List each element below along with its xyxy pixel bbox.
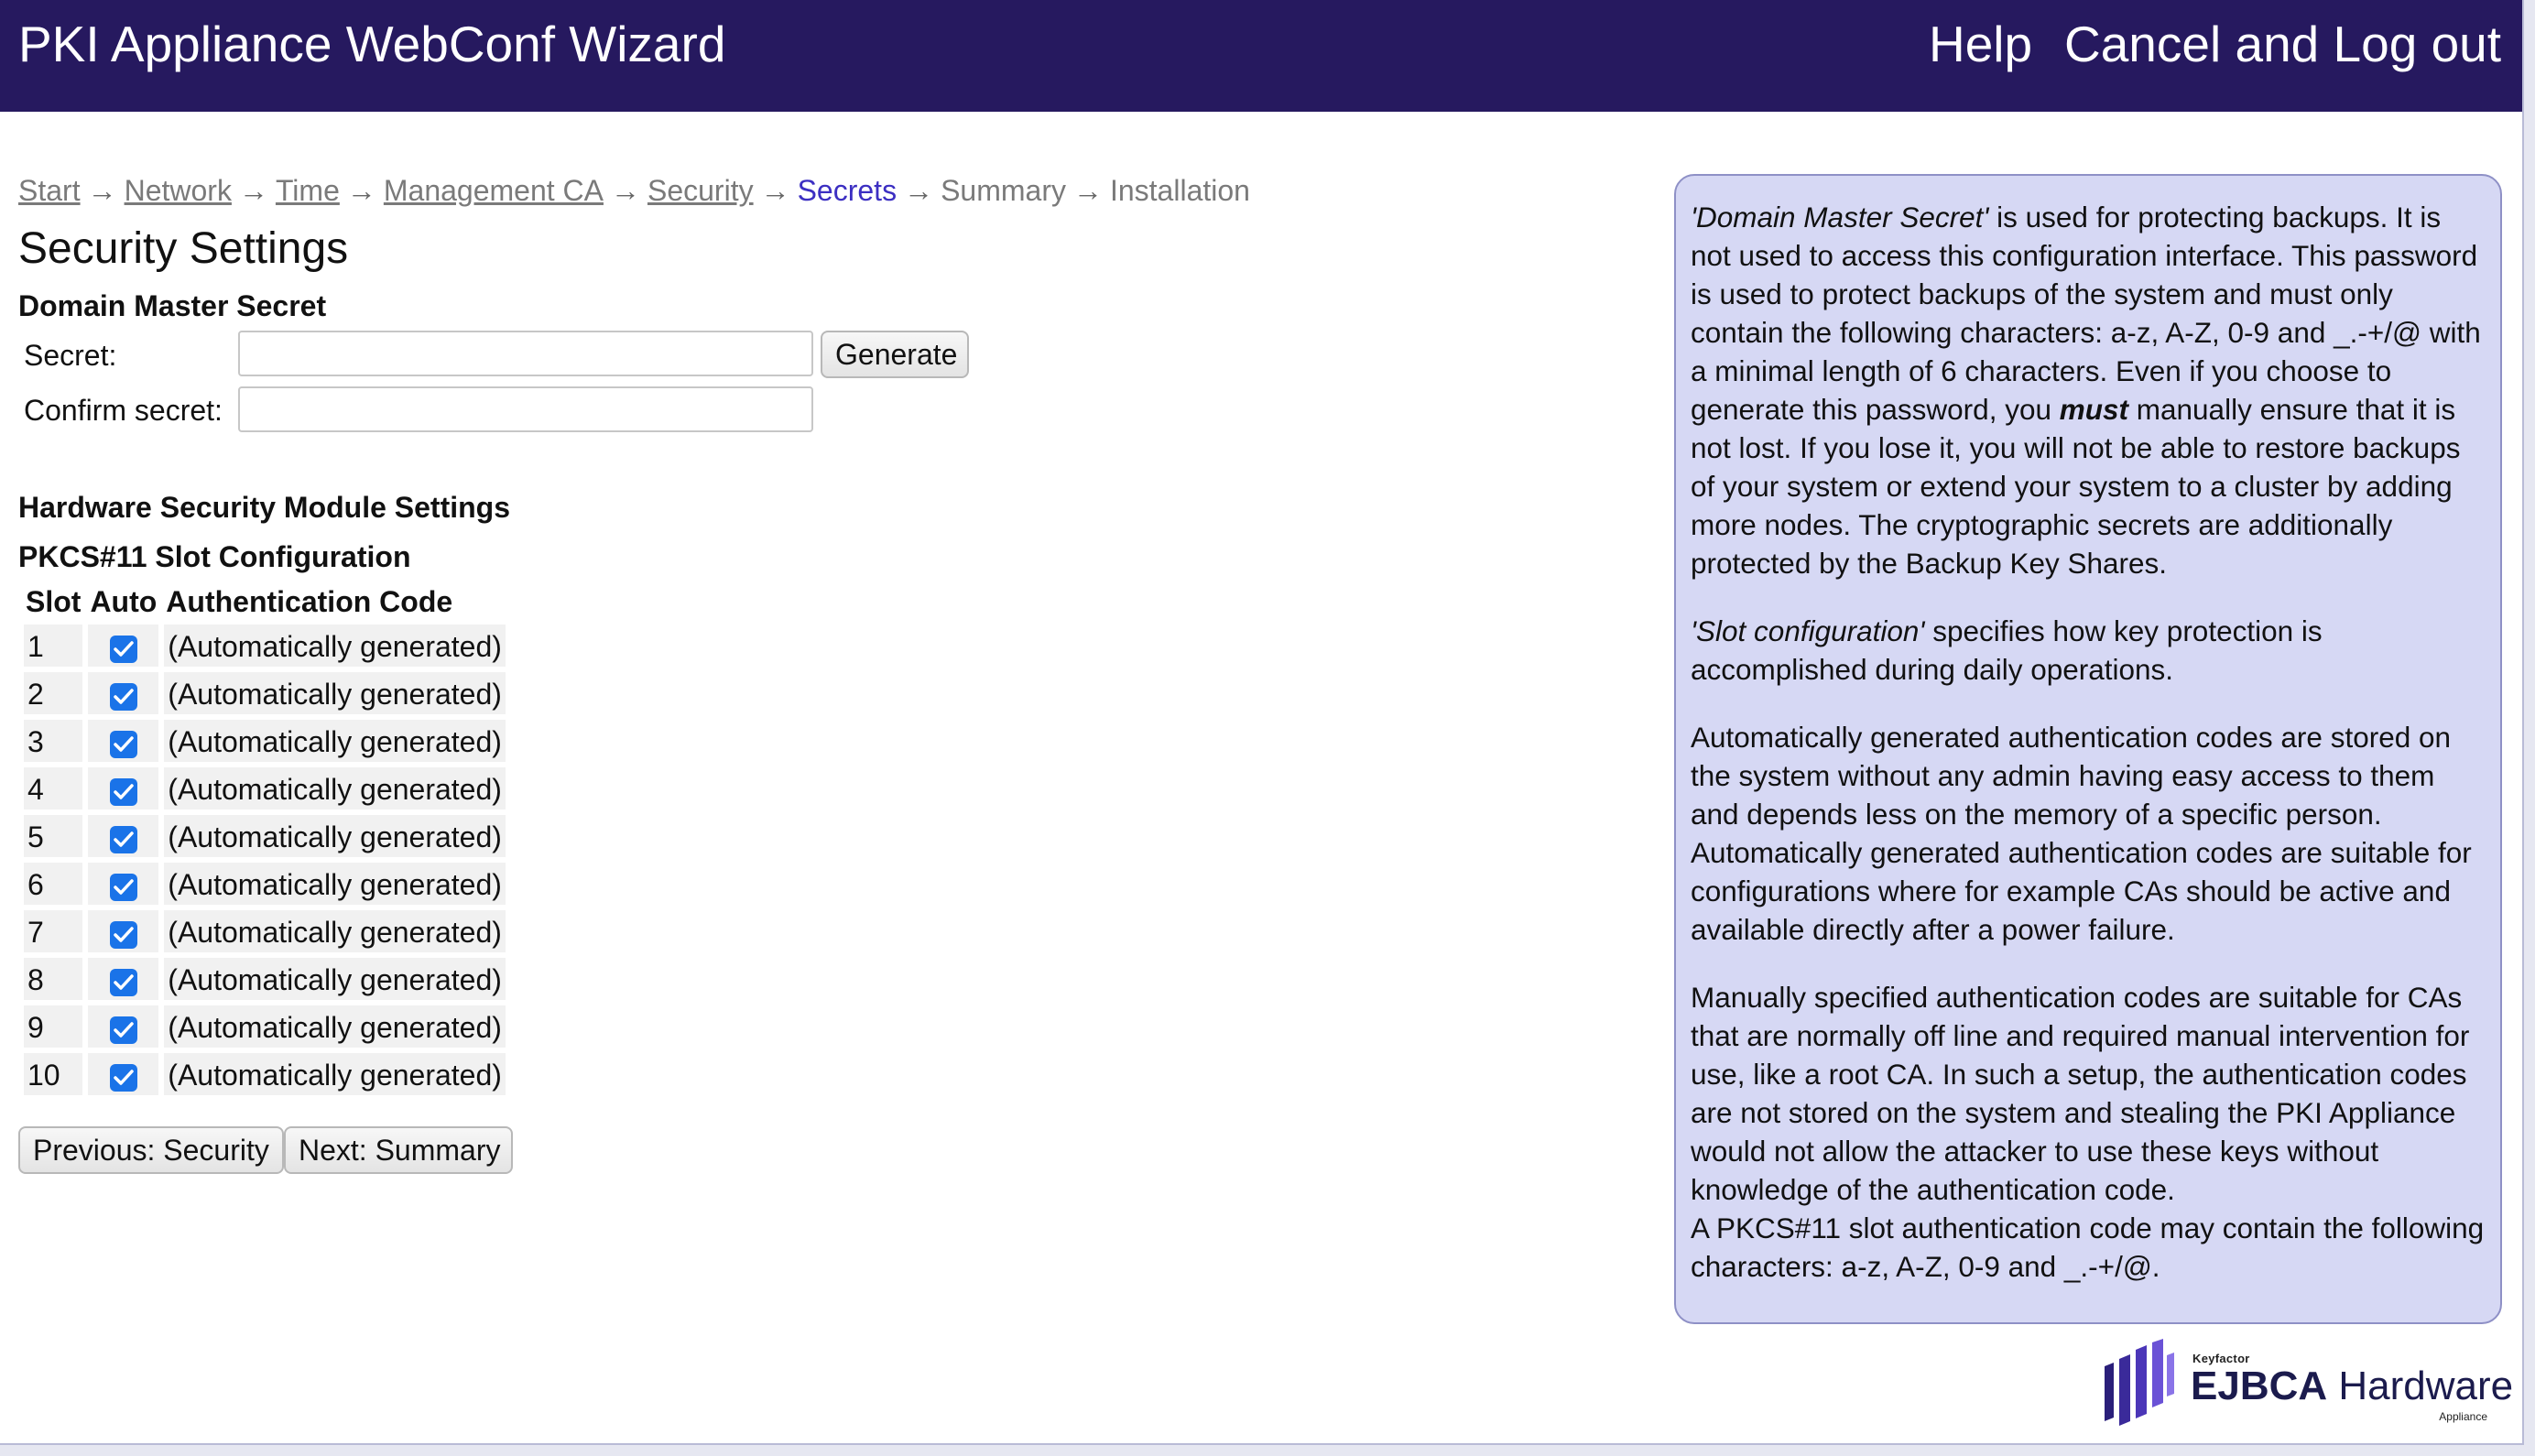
auto-checkbox[interactable] bbox=[110, 1016, 137, 1044]
hsm-settings-heading: Hardware Security Module Settings bbox=[18, 491, 511, 524]
auto-checkbox[interactable] bbox=[110, 826, 137, 853]
slot-row bbox=[24, 910, 506, 952]
slot-row bbox=[24, 863, 506, 905]
logo-product-bold: EJBCA bbox=[2191, 1364, 2328, 1408]
pkcs11-slot-config-heading: PKCS#11 Slot Configuration bbox=[18, 540, 411, 573]
help-slot-configuration bbox=[1691, 612, 2486, 689]
app-header bbox=[0, 0, 2522, 112]
ejbca-logo-icon bbox=[2101, 1339, 2176, 1427]
breadcrumb-arrow: → bbox=[87, 174, 117, 207]
previous-security-button[interactable]: Previous: Security bbox=[18, 1126, 284, 1174]
auth-code-column-header: Authentication Code bbox=[166, 585, 453, 618]
help-term-domain-master-secret: 'Domain Master Secret' bbox=[1691, 201, 1989, 234]
slot-number: 3 bbox=[24, 720, 82, 762]
breadcrumb-secrets: Secrets bbox=[797, 174, 898, 207]
slot-row bbox=[24, 672, 506, 714]
breadcrumb-arrow: → bbox=[760, 174, 790, 207]
auth-code-cell: (Automatically generated) bbox=[164, 815, 506, 857]
secret-label: Secret: bbox=[24, 339, 117, 372]
breadcrumb-start[interactable]: Start bbox=[18, 174, 81, 207]
slot-number: 6 bbox=[24, 863, 82, 905]
next-summary-button[interactable]: Next: Summary bbox=[284, 1126, 513, 1174]
help-text: specifies how key protection is accomplished during daily operations. bbox=[1691, 614, 2323, 686]
slot-row bbox=[24, 1053, 506, 1095]
help-text: is used for protecting backups. It is not used to access this configuration interface. This password is used to protect backups of the system and must only contain the following characters: a-z, A-Z, 0-9 and _.-+/@ with a minimal length of 6 characters. Even if you choose to generate this password, you bbox=[1691, 201, 2481, 426]
auth-code-cell: (Automatically generated) bbox=[164, 767, 506, 809]
auto-cell bbox=[88, 910, 158, 952]
auto-checkbox[interactable] bbox=[110, 731, 137, 758]
help-text: manually ensure that it is not lost. If you lose it, you will not be able to restore backups of your system or extend your system to a cluster by adding more nodes. The cryptographic secrets are additionally protected by the Backup Key Shares. bbox=[1691, 393, 2461, 580]
logo-company: Keyfactor bbox=[2192, 1352, 2250, 1365]
auto-cell bbox=[88, 672, 158, 714]
help-term-slot-configuration: 'Slot configuration' bbox=[1691, 614, 1925, 647]
auto-checkbox[interactable] bbox=[110, 778, 137, 806]
auto-checkbox[interactable] bbox=[110, 921, 137, 949]
slot-table bbox=[18, 579, 511, 1101]
auto-checkbox[interactable] bbox=[110, 683, 137, 711]
breadcrumb-network[interactable]: Network bbox=[124, 174, 232, 207]
help-panel bbox=[1674, 174, 2502, 1324]
slot-number: 8 bbox=[24, 958, 82, 1000]
auto-cell bbox=[88, 1005, 158, 1048]
slot-row bbox=[24, 720, 506, 762]
slot-row bbox=[24, 1005, 506, 1048]
logo-product-rest: Hardware bbox=[2327, 1364, 2514, 1408]
auth-code-cell: (Automatically generated) bbox=[164, 1053, 506, 1095]
auto-cell bbox=[88, 625, 158, 667]
generate-button[interactable]: Generate bbox=[821, 331, 969, 378]
confirm-secret-label: Confirm secret: bbox=[24, 394, 223, 427]
breadcrumb-arrow: → bbox=[346, 174, 376, 207]
breadcrumb-time[interactable]: Time bbox=[275, 174, 340, 207]
auto-checkbox[interactable] bbox=[110, 636, 137, 663]
breadcrumb-installation: Installation bbox=[1109, 174, 1250, 207]
slot-row bbox=[24, 767, 506, 809]
help-emphasis-must: must bbox=[2059, 393, 2128, 426]
slot-table-header bbox=[24, 584, 506, 619]
slot-row bbox=[24, 625, 506, 667]
help-allowed-characters: A PKCS#11 slot authentication code may contain the following characters: a-z, A-Z, 0-9 and _.-+/@. bbox=[1691, 1212, 2485, 1283]
cancel-logout-link[interactable]: Cancel and Log out bbox=[2064, 16, 2502, 72]
breadcrumb-arrow: → bbox=[238, 174, 268, 207]
auto-checkbox[interactable] bbox=[110, 1064, 137, 1092]
auth-code-cell: (Automatically generated) bbox=[164, 625, 506, 667]
auth-code-cell: (Automatically generated) bbox=[164, 958, 506, 1000]
help-link[interactable]: Help bbox=[1929, 16, 2033, 72]
slot-column-header: Slot bbox=[26, 585, 82, 618]
logo-product bbox=[2191, 1364, 2513, 1408]
confirm-secret-input[interactable] bbox=[238, 386, 813, 432]
breadcrumb-arrow: → bbox=[1072, 174, 1103, 207]
auto-cell bbox=[88, 815, 158, 857]
auto-cell bbox=[88, 958, 158, 1000]
auto-column-header: Auto bbox=[90, 585, 158, 618]
breadcrumb-arrow: → bbox=[904, 174, 934, 207]
auth-code-cell: (Automatically generated) bbox=[164, 910, 506, 952]
slot-number: 1 bbox=[24, 625, 82, 667]
slot-row bbox=[24, 958, 506, 1000]
slot-number: 7 bbox=[24, 910, 82, 952]
auth-code-cell: (Automatically generated) bbox=[164, 863, 506, 905]
slot-number: 4 bbox=[24, 767, 82, 809]
app-title: PKI Appliance WebConf Wizard bbox=[18, 16, 726, 72]
breadcrumb-security[interactable]: Security bbox=[647, 174, 754, 207]
breadcrumb-management-ca[interactable]: Management CA bbox=[383, 174, 604, 207]
help-manual-codes: Manually specified authentication codes are suitable for CAs that are normally off line and required manual intervention for use, like a root CA. In such a setup, the authentication codes are not stored on the system and stealing the PKI Appliance would not allow the attacker to use these keys without knowledge of the authentication code. bbox=[1691, 981, 2470, 1206]
logo-subtitle: Appliance bbox=[2439, 1410, 2487, 1423]
slot-number: 5 bbox=[24, 815, 82, 857]
help-auto-codes: Automatically generated authentication codes are stored on the system without any admin having easy access to them and depends less on the memory of a specific person. Automatically generated authentication codes are suitable for configurations where for example CAs should be active and available directly after a power failure. bbox=[1691, 721, 2472, 946]
auto-cell bbox=[88, 1053, 158, 1095]
auto-cell bbox=[88, 720, 158, 762]
breadcrumb bbox=[18, 170, 1250, 211]
auto-checkbox[interactable] bbox=[110, 874, 137, 901]
auto-checkbox[interactable] bbox=[110, 969, 137, 996]
slot-row bbox=[24, 815, 506, 857]
secret-input[interactable] bbox=[238, 331, 813, 376]
auto-cell bbox=[88, 863, 158, 905]
auto-cell bbox=[88, 767, 158, 809]
domain-master-secret-heading: Domain Master Secret bbox=[18, 289, 327, 322]
slot-number: 10 bbox=[24, 1053, 82, 1095]
slot-number: 2 bbox=[24, 672, 82, 714]
help-domain-master-secret bbox=[1691, 198, 2486, 582]
ejbca-logo bbox=[2101, 1337, 2514, 1429]
auth-code-cell: (Automatically generated) bbox=[164, 1005, 506, 1048]
page-title: Security Settings bbox=[18, 224, 349, 273]
breadcrumb-arrow: → bbox=[610, 174, 640, 207]
slot-number: 9 bbox=[24, 1005, 82, 1048]
breadcrumb-summary: Summary bbox=[941, 174, 1066, 207]
auth-code-cell: (Automatically generated) bbox=[164, 672, 506, 714]
auth-code-cell: (Automatically generated) bbox=[164, 720, 506, 762]
